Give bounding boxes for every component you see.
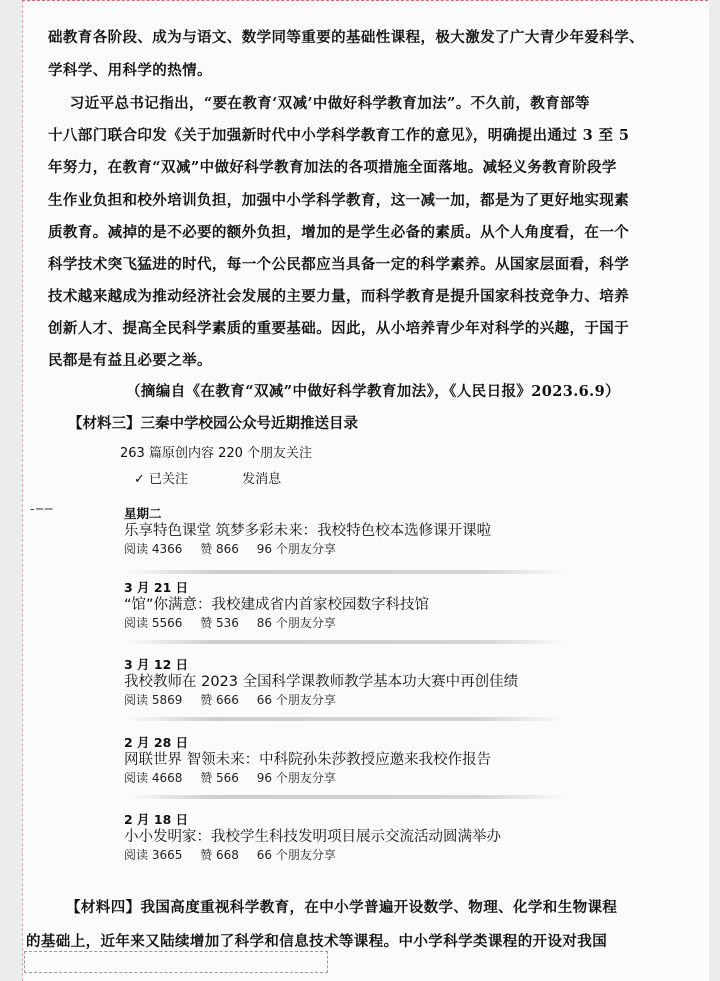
article-title[interactable]: “馆”你满意：我校建成省内首家校园数字科技馆 (124, 597, 430, 613)
share-count: 66 个朋友分享 (256, 848, 336, 862)
source-citation: （摘编自《在教育“双减”中做好科学教育加法》，《人民日报》2023.6.9） (126, 383, 621, 400)
paragraph-line: 科学技术突飞猛进的时代，每一个公民都应当具备一定的科学素养。从国家层面看，科学 (48, 256, 630, 273)
article-meta (124, 615, 644, 631)
read-count: 阅读 5869 (124, 693, 183, 707)
article-title[interactable]: 乐享特色课堂 筑梦多彩未来：我校特色校本选修课开课啦 (124, 523, 492, 539)
article-item[interactable] (124, 812, 644, 863)
like-count: 赞 866 (200, 542, 239, 556)
scan-artifact-dash: - ─ ─ (30, 502, 52, 516)
paragraph-line: 【材料四】我国高度重视科学教育，在中小学普遍开设数学、物理、化学和生物课程 (66, 899, 618, 916)
article-title[interactable]: 我校教师在 2023 全国科学课教师教学基本功大赛中再创佳绩 (124, 674, 519, 690)
paragraph-line: 十八部门联合印发《关于加强新时代中小学科学教育工作的意见》，明确提出通过 3 至 5 (48, 127, 630, 144)
follow-row (134, 468, 281, 487)
article-date: 星期二 (124, 506, 162, 521)
paragraph-line: 生作业负担和校外培训负担，加强中小学科学教育，这一减一加，都是为了更好地实现素 (48, 192, 630, 209)
article-date: 2 月 28 日 (124, 735, 189, 750)
paragraph-line: 的基础上，近年来又陆续增加了科学和信息技术等课程。中小学科学类课程的开设对我国 (26, 933, 608, 950)
article-item[interactable] (124, 506, 644, 557)
send-message-button[interactable]: 发消息 (242, 472, 282, 487)
selection-box-artifact (24, 951, 328, 973)
material3-label: 【材料三】三秦中学校园公众号近期推送目录 (68, 416, 358, 432)
followed-button[interactable]: ✓ 已关注 (134, 472, 189, 487)
paragraph-line: 技术越来越成为推动经济社会发展的主要力量，而科学教育是提升国家科技竞争力、培养 (48, 288, 630, 305)
paragraph-line: 年努力，在教育“双减”中做好科学教育加法的各项措施全面落地。减轻义务教育阶段学 (48, 159, 617, 176)
read-count: 阅读 4668 (124, 771, 183, 785)
paragraph-line: 民都是有益且必要之举。 (48, 352, 212, 369)
article-title[interactable]: 网联世界 智领未来：中科院孙朱莎教授应邀来我校作报告 (124, 752, 492, 768)
read-count: 阅读 5566 (124, 616, 183, 630)
article-title[interactable]: 小小发明家：我校学生科技发明项目展示交流活动圆满举办 (124, 829, 501, 845)
blur-artifact (126, 795, 566, 799)
article-date: 2 月 18 日 (124, 812, 189, 827)
paragraph-line: 创新人才、提高全民科学素质的重要基础。因此，从小培养青少年对科学的兴趣，于国于 (48, 320, 630, 337)
article-item[interactable] (124, 580, 644, 631)
like-count: 赞 566 (200, 771, 239, 785)
blur-artifact (126, 717, 566, 721)
article-date: 3 月 21 日 (124, 580, 189, 595)
blur-artifact (126, 640, 566, 644)
like-count: 赞 666 (200, 693, 239, 707)
paragraph-line: 质教育。减掉的是不必要的额外负担，增加的是学生必备的素质。从个人角度看，在一个 (48, 224, 630, 241)
paragraph-line: 础教育各阶段、成为与语文、数学同等重要的基础性课程，极大激发了广大青少年爱科学、 (48, 29, 644, 46)
read-count: 阅读 3665 (124, 848, 183, 862)
account-stats: 263 篇原创内容 220 个朋友关注 (120, 446, 313, 461)
paragraph-line: 习近平总书记指出，“要在教育‘双减’中做好科学教育加法”。不久前，教育部等 (48, 95, 590, 112)
paragraph-line: 学科学、用科学的热情。 (48, 62, 212, 79)
like-count: 赞 536 (200, 616, 239, 630)
article-meta (124, 692, 644, 708)
article-meta (124, 847, 644, 863)
share-count: 86 个朋友分享 (256, 616, 336, 630)
article-item[interactable] (124, 657, 644, 708)
share-count: 96 个朋友分享 (256, 542, 336, 556)
share-count: 66 个朋友分享 (256, 693, 336, 707)
article-meta (124, 541, 644, 557)
blur-artifact (126, 570, 566, 574)
article-meta (124, 770, 644, 786)
page-top-border (22, 0, 708, 1)
article-date: 3 月 12 日 (124, 657, 189, 672)
read-count: 阅读 4366 (124, 542, 183, 556)
article-item[interactable] (124, 735, 644, 786)
share-count: 96 个朋友分享 (256, 771, 336, 785)
like-count: 赞 668 (200, 848, 239, 862)
